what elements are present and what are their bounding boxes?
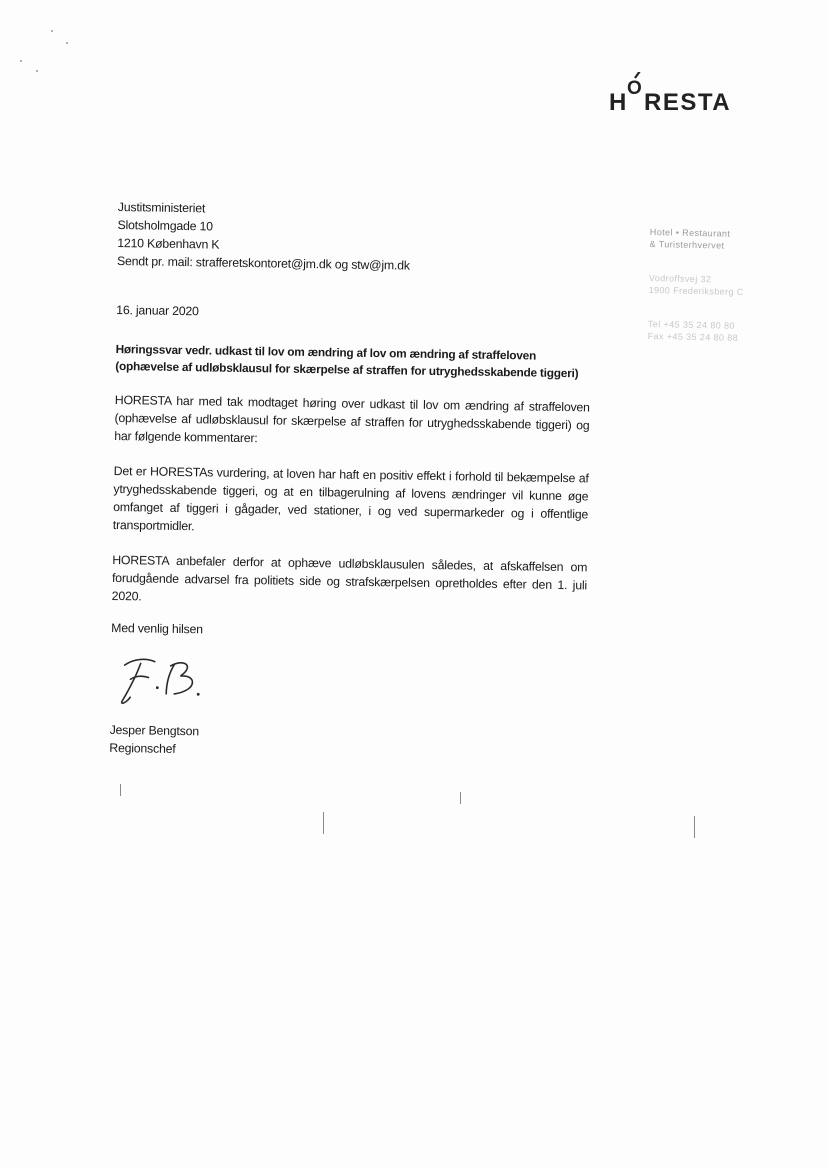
scan-speck <box>66 42 68 44</box>
paragraph-assessment: Det er HORESTAs vurdering, at loven har haft en positiv effekt i forhold til bekæmpelse af ytryghedsskabende tiggeri, og at en tilbagerulning af lovens ændringer vil kunne øge omfanget af tiggeri i gågader, ved stationer, i og ved supermarkeder og i offentlige transportmidler. <box>112 463 589 534</box>
scan-mark <box>323 812 324 834</box>
scan-speck <box>20 60 22 62</box>
horesta-logo-mark <box>609 72 749 118</box>
paragraph-intro: HORESTA har med tak modtaget høring over udkast til lov om ændring af straffeloven (ophævelse af udløbsklausul for skærpelse af straffen for utryghedsskabende tiggeri) og har følgende kommentarer: <box>114 392 590 446</box>
letter-body <box>109 198 593 764</box>
address-line2: 1900 Frederiksberg C <box>648 284 744 297</box>
svg-text:RESTA: RESTA <box>644 89 732 116</box>
tagline-line1: Hotel • Restaurant <box>649 226 731 239</box>
recipient-line3: 1210 København K <box>117 235 220 252</box>
letterhead-contact <box>647 226 770 366</box>
fax: Fax +45 35 24 80 88 <box>647 330 739 343</box>
paragraph-recommendation: HORESTA anbefaler derfor at ophæve udløbsklausulen således, at afskaffelsen om forudgående advarsel fra politiets side og strafskærpelsen opretholdes efter den 1. juli 2020. <box>111 552 588 604</box>
tagline-line2: & Turisterhvervet <box>649 238 725 251</box>
scan-mark <box>694 816 695 838</box>
phone: Tel +45 35 24 80 80 <box>647 318 735 331</box>
scan-speck <box>51 30 53 32</box>
handwritten-signature <box>110 649 221 711</box>
signer-block <box>109 721 585 764</box>
signer-name: Jesper Bengtson <box>109 722 200 739</box>
scan-mark <box>120 784 121 796</box>
letter-date: 16. januar 2020 <box>116 302 199 319</box>
subject-line1: Høringssvar vedr. udkast til lov om ændring af lov om ændring af straffeloven <box>115 341 537 363</box>
svg-text:H: H <box>609 89 627 116</box>
recipient-line1: Justitsministeriet <box>117 199 206 216</box>
svg-text:O: O <box>627 78 642 99</box>
letter-subject <box>115 341 590 382</box>
scan-mark <box>460 792 461 804</box>
recipient-line2: Slotsholmgade 10 <box>117 217 213 234</box>
recipient-address <box>117 198 593 277</box>
signer-title: Regionschef <box>109 740 176 756</box>
horesta-logo <box>609 72 749 118</box>
closing-salutation: Med venlig hilsen <box>111 620 203 637</box>
recipient-line4: Sendt pr. mail: strafferetskontoret@jm.dk og stw@jm.dk <box>116 253 410 273</box>
subject-line2: (ophævelse af udløbsklausul for skærpelse af straffen for utryghedsskabende tiggeri) <box>115 358 579 381</box>
scan-speck <box>36 70 38 72</box>
address-line1: Vodroffsvej 32 <box>648 272 712 285</box>
